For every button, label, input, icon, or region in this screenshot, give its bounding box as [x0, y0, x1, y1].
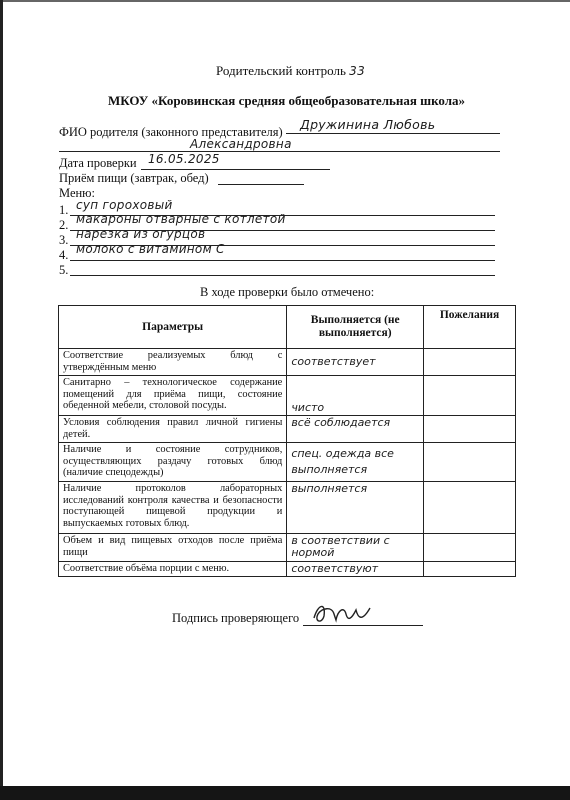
menu-item-4-num: 4.	[59, 248, 69, 262]
row-5-status: выполняется	[287, 482, 424, 534]
date-underline	[141, 169, 330, 170]
row-2-status: чисто	[287, 376, 424, 416]
row-3-param: Условия соблюдения правил личной гигиены детей.	[59, 416, 287, 443]
inspection-heading: В ходе проверки было отмечено:	[200, 285, 375, 299]
menu-underline-4	[70, 260, 495, 261]
inspection-table	[58, 305, 516, 577]
row-2-wish	[424, 376, 516, 416]
row-1-status: соответствует	[287, 349, 424, 376]
parent-name-line2: Александровна	[190, 137, 292, 151]
row-3-status: всё соблюдается	[287, 416, 424, 443]
signature-label: Подпись проверяющего	[172, 611, 300, 625]
menu-item-2: макароны отварные с котлетой	[76, 212, 286, 226]
date-label: Дата проверки	[59, 156, 137, 170]
header-wishes: Пожелания	[424, 306, 516, 349]
row-1-wish	[424, 349, 516, 376]
row-7-param: Соответствие объёма порции с меню.	[59, 561, 287, 576]
menu-item-3-num: 3.	[59, 233, 69, 247]
row-6-wish	[424, 534, 516, 562]
table-header-row	[59, 306, 516, 349]
row-4-status: спец. одежда все выполняется	[287, 443, 424, 482]
menu-item-1: суп гороховый	[76, 198, 173, 212]
row-3-wish	[424, 416, 516, 443]
meal-underline	[218, 184, 304, 185]
row-1-param: Соответствие реализуемых блюд с утверждённым меню	[59, 349, 287, 376]
menu-underline-5	[70, 275, 495, 276]
row-6-status: в соответствии с нормой	[287, 534, 424, 562]
scan-top-edge	[0, 0, 570, 2]
menu-label: Меню:	[59, 186, 95, 200]
parent-name-line1: Дружинина Любовь	[300, 117, 436, 132]
parent-name-underline-1	[286, 133, 500, 134]
parent-name-underline-2	[59, 151, 500, 152]
row-4-wish	[424, 443, 516, 482]
scan-left-edge	[0, 0, 3, 800]
table-row	[59, 416, 516, 443]
menu-item-3: нарезка из огурцов	[76, 227, 206, 241]
header-params: Параметры	[59, 306, 287, 349]
document-title	[216, 63, 365, 79]
row-5-param: Наличие протоколов лабораторных исследований контроля качества и безопасности поступающей пищевой продукции и выпускаемых готовых блюд.	[59, 482, 287, 534]
table-row	[59, 376, 516, 416]
menu-item-4: молоко с витамином С	[76, 242, 225, 256]
school-name: МКОУ «Коровинская средняя общеобразовательная школа»	[108, 93, 466, 108]
table-row	[59, 349, 516, 376]
table-row	[59, 561, 516, 576]
row-4-param: Наличие и состояние сотрудников, осуществляющих раздачу готовых блюд (наличие спецодежды)	[59, 443, 287, 482]
handwritten-signature	[310, 598, 380, 628]
row-2-param: Санитарно – технологическое содержание помещений для приёма пищи, состояние обеденной мебели, столовой посуды.	[59, 376, 287, 416]
table-row	[59, 534, 516, 562]
menu-item-5-num: 5.	[59, 263, 69, 277]
title-text: Родительский контроль	[216, 63, 346, 78]
row-7-wish	[424, 561, 516, 576]
scan-bottom-edge	[0, 786, 570, 800]
menu-item-2-num: 2.	[59, 218, 69, 232]
row-7-status: соответствуют	[287, 561, 424, 576]
row-5-wish	[424, 482, 516, 534]
row-6-param: Объем и вид пищевых отходов после приёма пищи	[59, 534, 287, 562]
date-value: 16.05.2025	[148, 152, 220, 166]
control-number: 33	[349, 64, 366, 78]
parent-label: ФИО родителя (законного представителя)	[59, 125, 283, 139]
meal-label: Приём пищи (завтрак, обед)	[59, 171, 209, 185]
table-row	[59, 443, 516, 482]
table-row	[59, 482, 516, 534]
menu-item-1-num: 1.	[59, 203, 69, 217]
header-status: Выполняется (не выполняется)	[287, 306, 424, 349]
